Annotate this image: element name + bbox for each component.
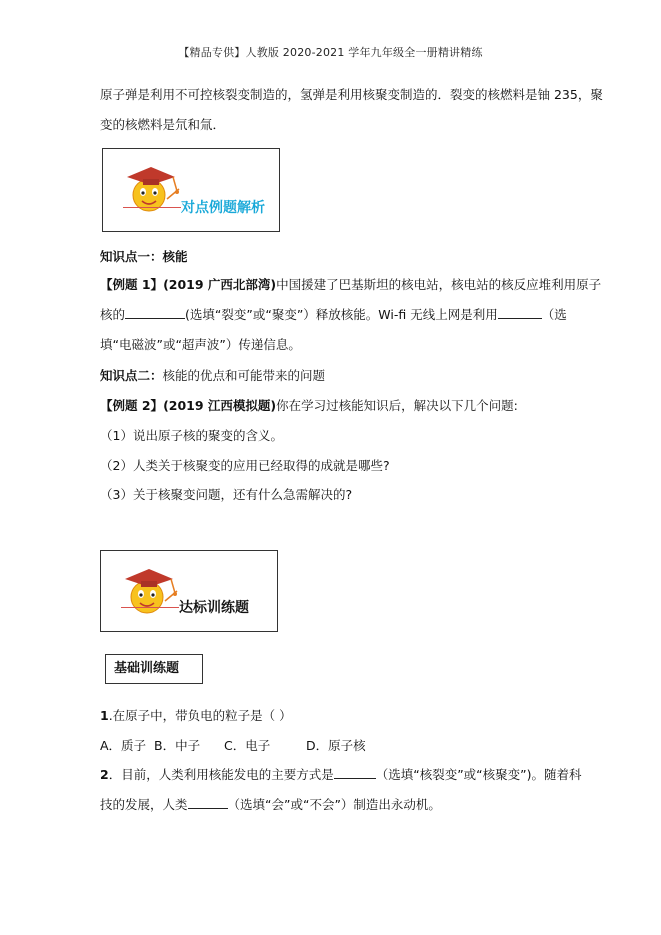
example-2-q3: （3）关于核聚变问题，还有什么急需解决的?	[100, 487, 353, 502]
option-a[interactable]: A．质子	[100, 738, 147, 753]
banner-title: 对点例题解析	[181, 200, 265, 216]
example-2-q2: （2）人类关于核聚变的应用已经取得的成就是哪些?	[100, 458, 390, 473]
example-1-line-3: 填“电磁波”或“超声波”）传递信息。	[100, 337, 301, 352]
answer-blank[interactable]	[188, 797, 228, 809]
basic-training-label: 基础训练题	[105, 654, 203, 684]
example-2-line: 【例题 2】(2019 江西模拟题)你在学习过核能知识后，解决以下几个问题:	[100, 398, 518, 413]
practice-banner	[100, 550, 278, 632]
answer-blank[interactable]	[125, 307, 185, 319]
question-2-line-1: 2．目前，人类利用核能发电的主要方式是 （选填“核裂变”或“核聚变”)。随着科	[100, 767, 582, 782]
option-b[interactable]: B．中子	[154, 738, 201, 753]
example-analysis-banner	[102, 148, 280, 232]
answer-blank[interactable]	[498, 307, 542, 319]
graduation-cap-emoji-icon	[117, 561, 181, 619]
graduation-cap-emoji-icon	[119, 159, 183, 217]
option-c[interactable]: C．电子	[224, 738, 271, 753]
example-1-line-1: 【例题 1】(2019 广西北部湾)中国援建了巴基斯坦的核电站，核电站的核反应堆利用原子	[100, 277, 602, 292]
example-1-line-2: 核的 (选填“裂变”或“聚变”）释放核能。Wi-fi 无线上网是利用 （选	[100, 307, 567, 322]
section-1-heading: 知识点一：核能	[100, 249, 188, 264]
question-1-options	[100, 738, 366, 754]
intro-line-1: 原子弹是利用不可控核裂变制造的，氢弹是利用核聚变制造的．裂变的核燃料是铀 235，聚	[100, 87, 603, 102]
answer-blank[interactable]	[334, 767, 376, 779]
question-1: 1.在原子中，带负电的粒子是（ ）	[100, 708, 292, 723]
section-2-heading: 知识点二：核能的优点和可能带来的问题	[100, 368, 326, 383]
example-2-q1: （1）说出原子核的聚变的含义。	[100, 428, 283, 443]
intro-line-2: 变的核燃料是氘和氚．	[100, 117, 226, 132]
banner-title: 达标训练题	[179, 600, 249, 616]
question-2-line-2: 技的发展，人类 （选填“会”或“不会”）制造出永动机。	[100, 797, 441, 812]
option-d[interactable]: D．原子核	[306, 738, 366, 753]
page-header: 【精品专供】人教版 2020-2021 学年九年级全一册精讲精练	[178, 46, 483, 59]
